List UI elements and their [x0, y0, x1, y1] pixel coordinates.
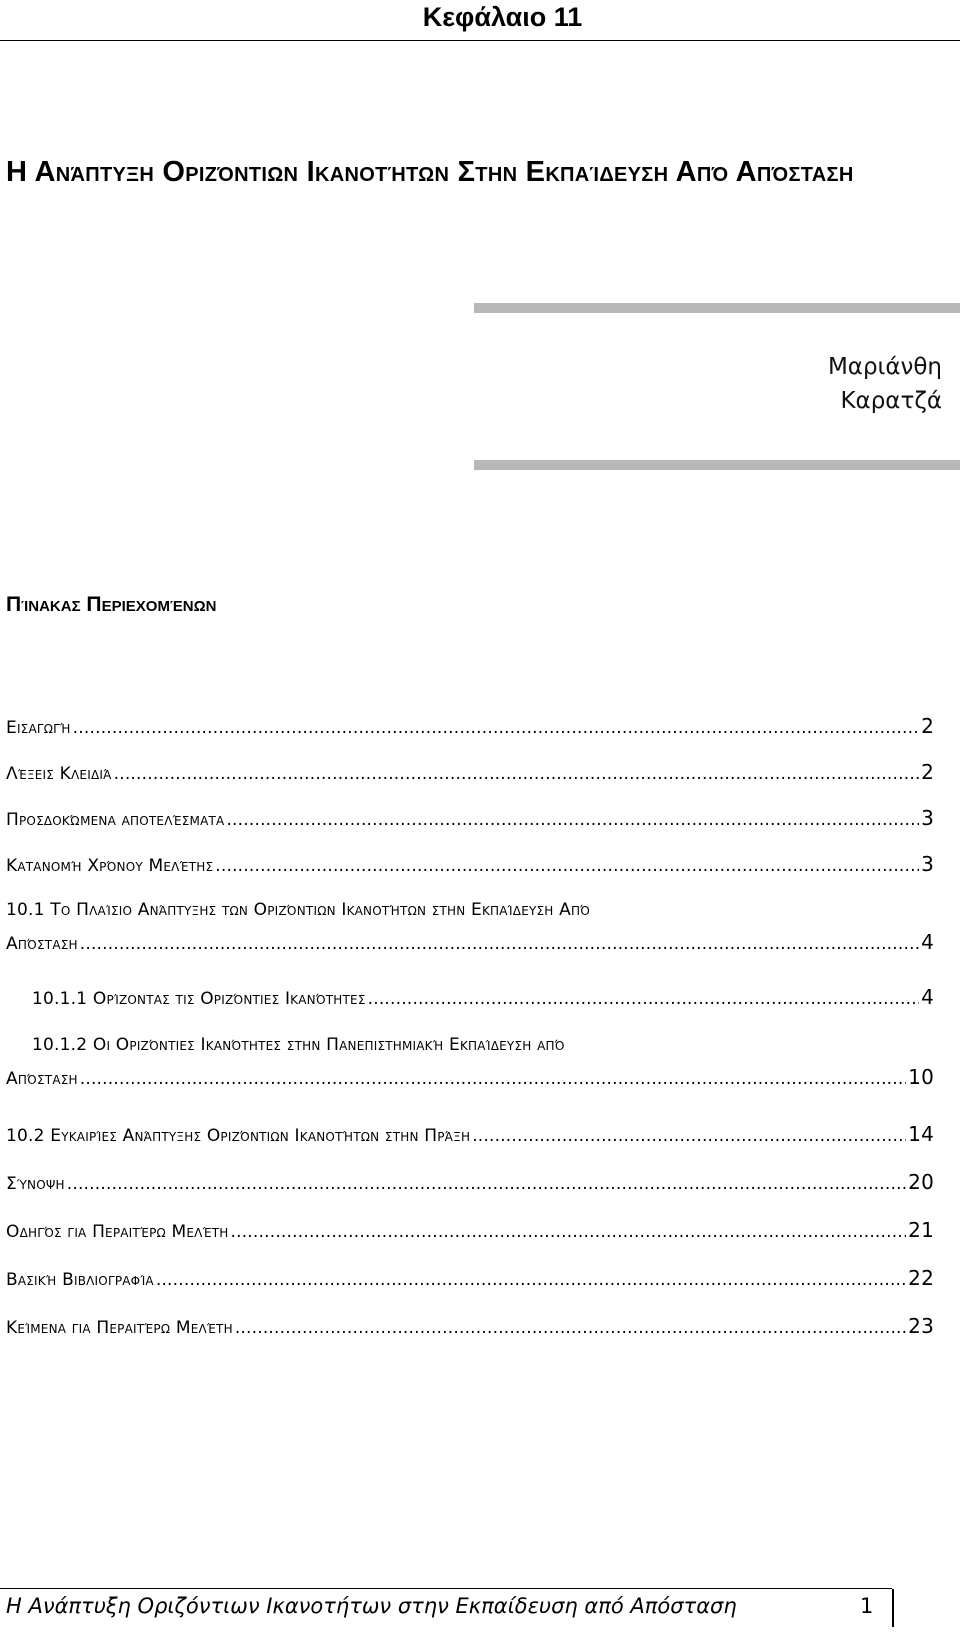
dot-leader: [67, 1172, 906, 1196]
toc-entry-10-1-1[interactable]: [32, 985, 934, 1011]
author-first-name: Μαριάνθη: [827, 354, 942, 380]
toc-entry-title-line2: Απόσταση: [6, 1069, 78, 1089]
dot-leader: [368, 987, 919, 1011]
toc-entry-page: 14: [908, 1122, 934, 1146]
toc-entry-expected-results[interactable]: [6, 806, 934, 832]
dot-leader: [235, 1316, 906, 1340]
toc-entry-title: Κείμενα για Περαιτέρω Μελέτη: [6, 1318, 233, 1338]
chapter-label: Κεφάλαιο 11: [422, 2, 583, 32]
toc-entry-title: Κατανομή Χρόνου Μελέτης: [6, 856, 214, 876]
decorative-rule-top: [474, 303, 960, 313]
toc-entry-title: Οδηγός για Περαιτέρω Μελέτη: [6, 1222, 229, 1242]
page-footer: [0, 1588, 892, 1627]
dot-leader: [215, 854, 919, 878]
toc-entry-summary[interactable]: [6, 1170, 934, 1196]
toc-entry-page: 21: [908, 1218, 934, 1242]
footer-page-number: 1: [860, 1594, 874, 1618]
dot-leader: [80, 1067, 906, 1091]
toc-entry-page: 2: [921, 714, 934, 738]
toc-entry-title: Λέξεις Κλειδιά: [6, 764, 112, 784]
toc-entry-further-reading[interactable]: [6, 1314, 934, 1340]
toc-entry-title-line2: Απόσταση: [6, 934, 78, 954]
toc-entry-page: 23: [908, 1314, 934, 1338]
toc-entry-page: 2: [921, 760, 934, 784]
toc-entry-page: 20: [908, 1170, 934, 1194]
toc-entry-10-1[interactable]: [6, 898, 934, 956]
dot-leader: [472, 1124, 906, 1148]
toc-heading: Πίνακας Περιεχομένων: [6, 593, 217, 616]
toc-entry-keywords[interactable]: [6, 760, 934, 786]
dot-leader: [80, 932, 919, 956]
toc-entry-study-guide[interactable]: [6, 1218, 934, 1244]
footer-divider: [892, 1589, 894, 1627]
toc-entry-title-line1: 10.1 Το Πλαίσιο Ανάπτυξης των Οριζόντιων Ικανοτήτων στην Εκπαίδευση Από: [6, 900, 591, 920]
decorative-rule-bottom: [474, 460, 960, 470]
toc-entry-page: 10: [908, 1065, 934, 1089]
toc-entry-10-2[interactable]: [6, 1122, 934, 1148]
toc-entry-page: 3: [921, 852, 934, 876]
toc-entry-page: 22: [908, 1266, 934, 1290]
author-last-name: Καρατζά: [840, 388, 942, 414]
author-block: [828, 350, 942, 418]
toc-entry-10-1-2[interactable]: [6, 1033, 934, 1091]
dot-leader: [226, 808, 919, 832]
toc-entry-title: Προσδοκώμενα αποτελέσματα: [6, 810, 225, 830]
document-title: Η Ανάπτυξη Οριζόντιων Ικανοτήτων Στην Εκπαίδευση Από Απόσταση: [6, 156, 854, 188]
toc-entry-title-line1: 10.1.2 Οι Οριζόντιες Ικανότητες στην Πανεπιστημιακή Εκπαίδευση από: [32, 1035, 565, 1055]
toc-entry-study-time[interactable]: [6, 852, 934, 878]
dot-leader: [156, 1268, 906, 1292]
dot-leader: [230, 1220, 906, 1244]
chapter-header: [0, 0, 960, 41]
dot-leader: [114, 762, 919, 786]
toc-entry-title: Εισαγωγή: [6, 718, 71, 738]
toc-entry-bibliography[interactable]: [6, 1266, 934, 1292]
footer-title: Η Ανάπτυξη Οριζόντιων Ικανοτήτων στην Εκπαίδευση από Απόσταση: [6, 1594, 737, 1618]
toc-entry-introduction[interactable]: [6, 714, 934, 740]
toc-entry-page: 3: [921, 806, 934, 830]
toc-entry-title: 10.2 Ευκαιρίες Ανάπτυξης Οριζόντιων Ικανοτήτων στην Πράξη: [6, 1126, 471, 1146]
toc-entry-title: Σύνοψη: [6, 1174, 65, 1194]
toc-entry-title: Βασική Βιβλιογραφία: [6, 1270, 154, 1290]
dot-leader: [73, 716, 919, 740]
toc-entry-title: 10.1.1 Ορίζοντας τις Οριζόντιες Ικανότητες: [32, 989, 366, 1009]
toc-entry-page: 4: [921, 930, 934, 954]
toc-entry-page: 4: [921, 985, 934, 1009]
